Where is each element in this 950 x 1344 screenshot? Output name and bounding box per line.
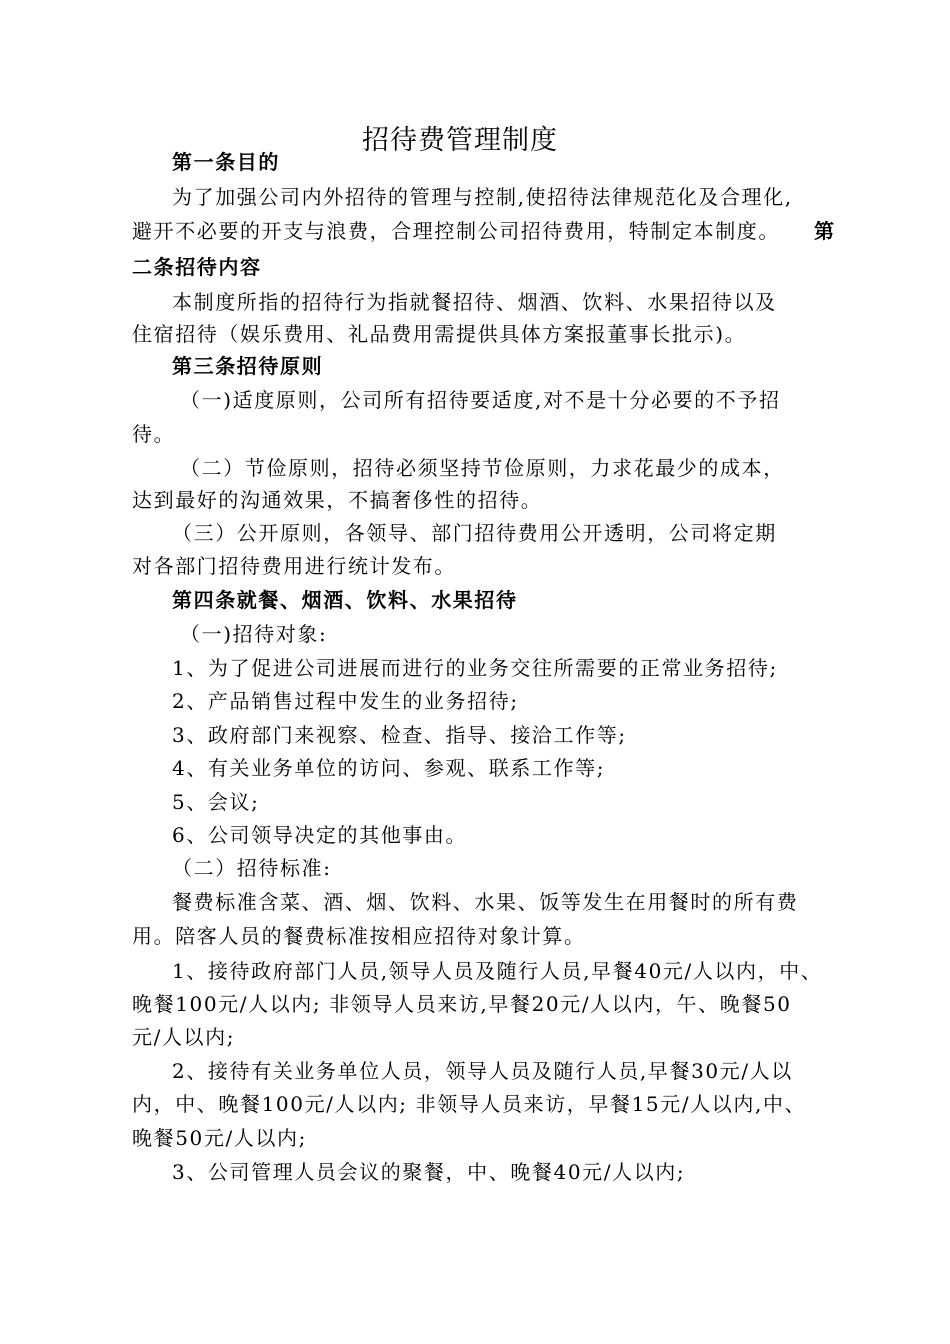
paragraph-line: 达到最好的沟通效果，不搞奢侈性的招待。 bbox=[132, 488, 543, 512]
list-item: 3、政府部门来视察、检查、指导、接洽工作等; bbox=[172, 723, 627, 747]
paragraph-line: （二）节俭原则，招待必须坚持节俭原则，力求花最少的成本， bbox=[180, 456, 785, 480]
subsection-heading: （一)招待对象: bbox=[180, 622, 328, 646]
paragraph-line: 对各部门招待费用进行统计发布。 bbox=[132, 554, 456, 578]
paragraph-line: 晚餐100元/人以内; 非领导人员来访,早餐20元/人以内，午、晚餐50 bbox=[132, 992, 792, 1016]
paragraph-line: 住宿招待（娱乐费用、礼品费用需提供具体方案报董事长批示)。 bbox=[132, 322, 747, 346]
list-item: 4、有关业务单位的访问、参观、联系工作等; bbox=[172, 756, 606, 780]
paragraph-line: 内，中、晚餐100元/人以内; 非领导人员来访，早餐15元/人以内,中、 bbox=[132, 1092, 807, 1116]
paragraph-line: 待。 bbox=[132, 422, 176, 446]
list-item: 2、产品销售过程中发生的业务招待; bbox=[172, 689, 519, 713]
article-2-heading-start: 第 bbox=[814, 219, 836, 243]
list-item: 1、为了促进公司进展而进行的业务交往所需要的正常业务招待; bbox=[172, 656, 778, 680]
paragraph-line: 用。陪客人员的餐费标准按相应招待对象计算。 bbox=[132, 924, 586, 948]
paragraph-line: （一)适度原则，公司所有招待要适度,对不是十分必要的不予招 bbox=[180, 388, 781, 412]
paragraph-line: 晚餐50元/人以内; bbox=[132, 1126, 307, 1150]
article-4-heading: 第四条就餐、烟酒、饮料、水果招待 bbox=[172, 588, 518, 612]
list-item: 6、公司领导决定的其他事由。 bbox=[172, 823, 468, 847]
subsection-heading: （二）招待标准: bbox=[172, 856, 332, 880]
paragraph-line: 避开不必要的开支与浪费，合理控制公司招待费用，特制定本制度。 bbox=[132, 219, 780, 243]
article-2-heading: 二条招待内容 bbox=[132, 255, 262, 279]
article-1-heading: 第一条目的 bbox=[172, 150, 280, 174]
document-title: 招待费管理制度 bbox=[362, 125, 558, 156]
paragraph-line: （三）公开原则，各领导、部门招待费用公开透明，公司将定期 bbox=[172, 521, 777, 545]
article-3-heading: 第三条招待原则 bbox=[172, 354, 324, 378]
list-item: 2、接待有关业务单位人员，领导人员及随行人员,早餐30元/人以 bbox=[172, 1059, 793, 1083]
paragraph-line: 为了加强公司内外招待的管理与控制,使招待法律规范化及合理化, bbox=[172, 185, 793, 209]
list-item: 1、接待政府部门人员,领导人员及随行人员,早餐40元/人以内，中、 bbox=[172, 959, 823, 983]
list-item: 3、公司管理人员会议的聚餐，中、晚餐40元/人以内; bbox=[172, 1160, 686, 1184]
paragraph-line: 本制度所指的招待行为指就餐招待、烟酒、饮料、水果招待以及 bbox=[172, 290, 777, 314]
paragraph-line: 餐费标准含菜、酒、烟、饮料、水果、饭等发生在用餐时的所有费 bbox=[172, 890, 799, 914]
paragraph-line: 元/人以内; bbox=[132, 1025, 236, 1049]
list-item: 5、会议; bbox=[172, 790, 260, 814]
